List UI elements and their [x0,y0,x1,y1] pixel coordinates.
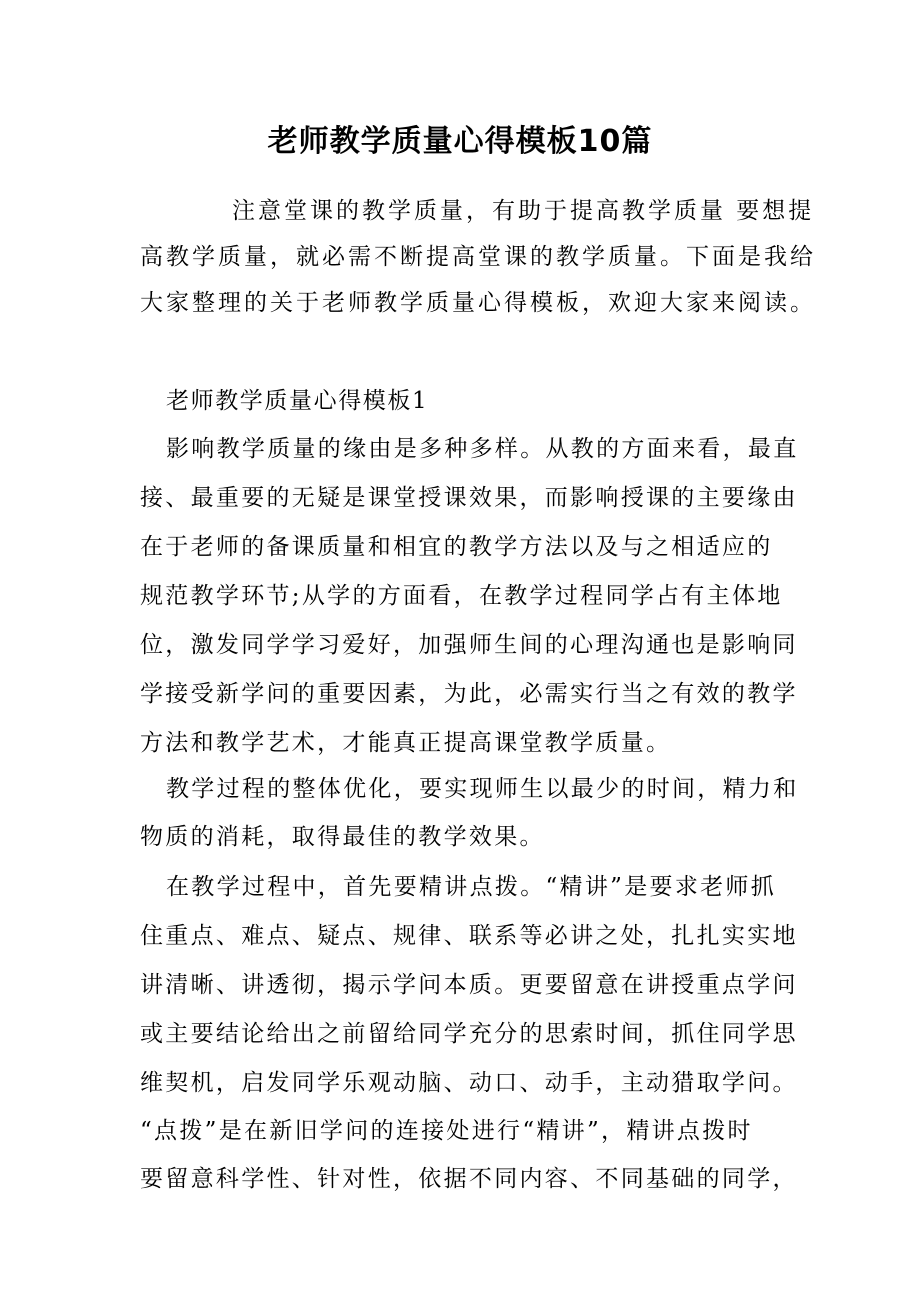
body-line-9: 物质的消耗，取得最佳的教学效果。 [140,824,545,850]
body-line-16: 要留意科学性、针对性，依据不同内容、不同基础的同学， [140,1166,798,1192]
body-line-12: 讲清晰、讲透彻，揭示学问本质。更要留意在讲授重点学问 [140,972,798,998]
body-line-11: 住重点、难点、疑点、规律、联系等必讲之处，扎扎实实地 [140,923,798,949]
body-line-6: 学接受新学问的重要因素，为此，必需实行当之有效的教学 [140,681,798,707]
body-line-15: “点拨”是在新旧学问的连接处进行“精讲”，精讲点拨时 [140,1118,753,1144]
body-line-5: 位，激发同学学习爱好，加强师生间的心理沟通也是影响同 [140,632,798,658]
body-line-2: 接、最重要的无疑是课堂授课效果，而影响授课的主要缘由 [140,485,798,511]
body-line-4: 规范教学环节;从学的方面看，在教学过程同学占有主体地 [140,583,783,609]
body-line-13: 或主要结论给出之前留给同学充分的思索时间，抓住同学思 [140,1021,798,1047]
document-title: 老师教学质量心得模板10篇 [267,124,653,159]
body-line-10: 在教学过程中，首先要精讲点拨。“精讲”是要求老师抓 [166,874,777,900]
body-line-8: 教学过程的整体优化，要实现师生以最少的时间，精力和 [166,776,799,802]
intro-line-2: 高教学质量，就必需不断提高堂课的教学质量。下面是我给 [140,244,816,270]
intro-line-3: 大家整理的关于老师教学质量心得模板，欢迎大家来阅读。 [140,290,816,316]
intro-line-1: 注意堂课的教学质量，有助于提高教学质量 要想提 [232,198,815,224]
body-line-1: 影响教学质量的缘由是多种多样。从教的方面来看，最直 [166,436,799,462]
body-line-3: 在于老师的备课质量和相宜的教学方法以及与之相适应的 [140,534,773,560]
body-line-14: 维契机，启发同学乐观动脑、动口、动手，主动猎取学问。 [140,1070,798,1096]
body-line-7: 方法和教学艺术，才能真正提高课堂教学质量。 [140,730,672,756]
section-heading: 老师教学质量心得模板1 [166,388,429,414]
